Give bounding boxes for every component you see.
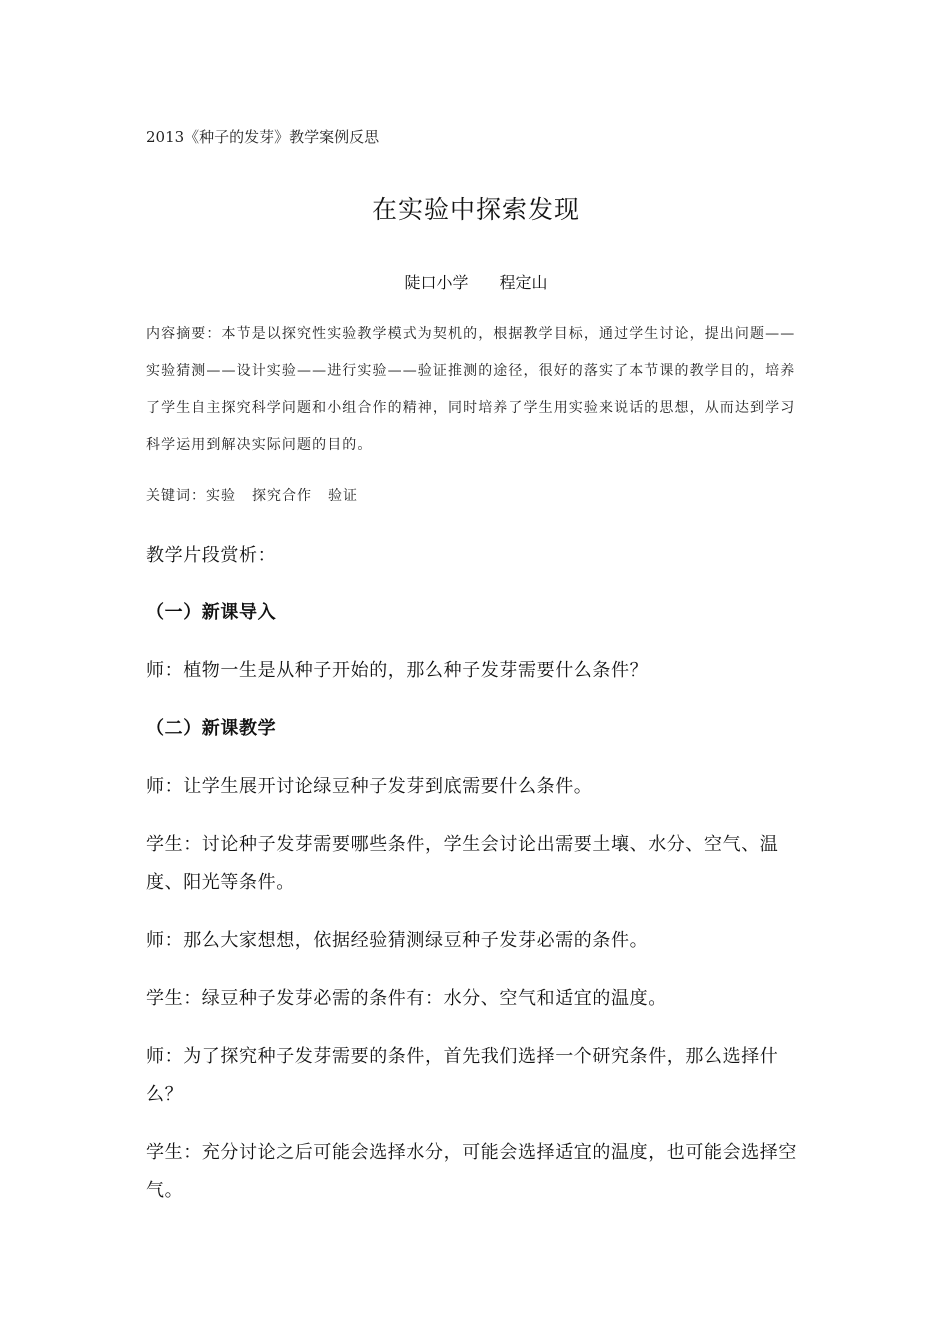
document-title: 在实验中探索发现 — [371, 195, 580, 224]
section-intro: 教学片段赏析： — [146, 545, 277, 566]
student-paragraph: 学生：讨论种子发芽需要哪些条件，学生会讨论出需要土壤、水分、空气、温度、阳光等条件。 — [146, 834, 779, 893]
section-heading-intro: （一）新课导入 — [146, 602, 277, 623]
keyword: 探究合作 — [252, 488, 312, 504]
keywords-label: 关键词： — [146, 488, 206, 504]
teacher-paragraph: 师：为了探究种子发芽需要的条件，首先我们选择一个研究条件，那么选择什么？ — [146, 1046, 779, 1105]
teacher-paragraph: 师：植物一生是从种子开始的，那么种子发芽需要什么条件？ — [146, 660, 649, 681]
teacher-paragraph: 师：让学生展开讨论绿豆种子发芽到底需要什么条件。 — [146, 776, 593, 797]
section-heading-teaching: （二）新课教学 — [146, 718, 277, 739]
teacher-paragraph: 师：那么大家想想，依据经验猜测绿豆种子发芽必需的条件。 — [146, 930, 649, 951]
student-paragraph: 学生：充分讨论之后可能会选择水分，可能会选择适宜的温度，也可能会选择空气。 — [146, 1142, 797, 1201]
keyword: 实验 — [206, 488, 236, 504]
keywords-line — [146, 485, 374, 505]
keyword: 验证 — [328, 488, 358, 504]
abstract-paragraph: 内容摘要：本节是以探究性实验教学模式为契机的，根据教学目标，通过学生讨论，提出问题——实验猜测——设计实验——进行实验——验证推测的途径，很好的落实了本节课的教学目的，培养了学生自主探究科学问题和小组合作的精神，同时培养了学生用实验来说话的思想，从而达到学习科学运用到解决实际问题的目的。 — [146, 326, 796, 453]
author-school: 陡口小学 — [404, 273, 469, 292]
author-line — [146, 270, 806, 293]
document-header: 2013《种子的发芽》教学案例反思 — [146, 128, 380, 146]
student-paragraph: 学生：绿豆种子发芽必需的条件有：水分、空气和适宜的温度。 — [146, 988, 667, 1009]
author-name: 程定山 — [499, 273, 548, 292]
